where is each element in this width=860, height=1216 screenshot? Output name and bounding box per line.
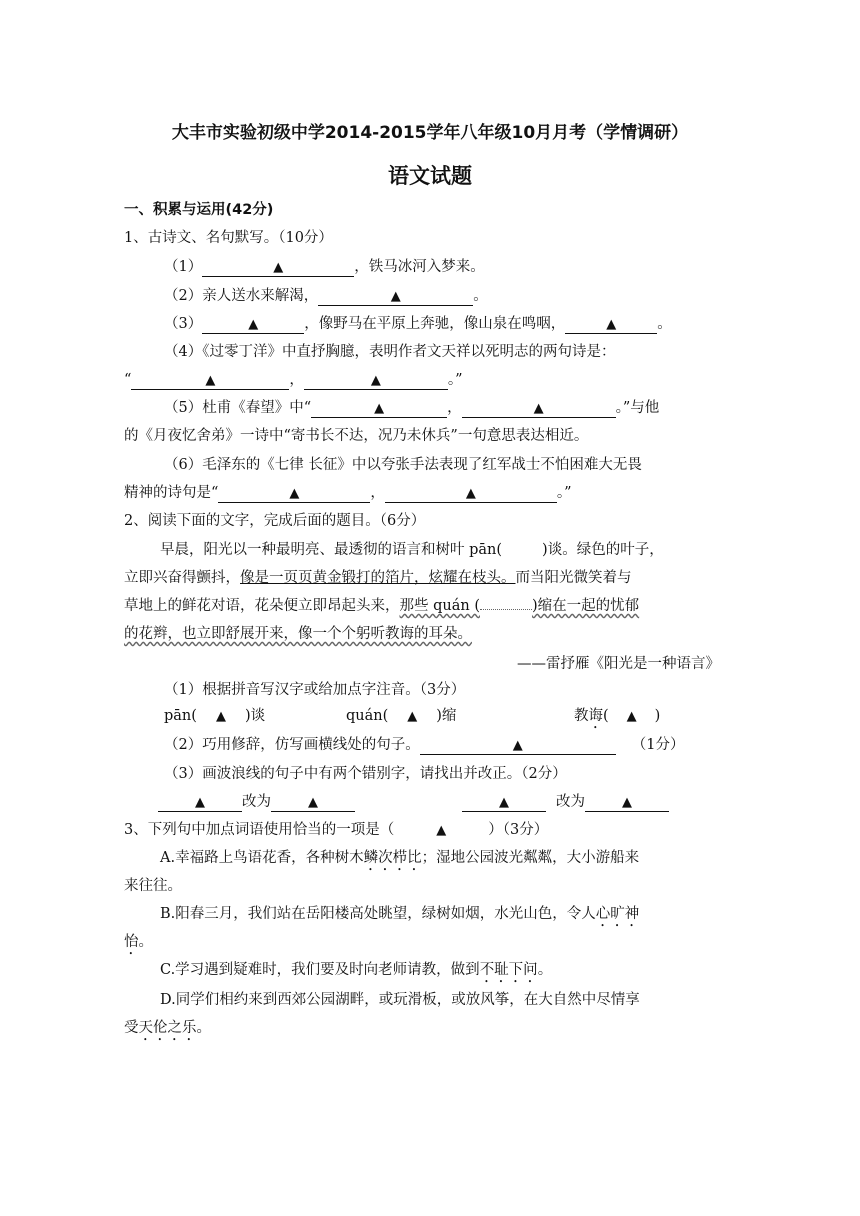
answer-blank[interactable]: ▲ [202, 315, 304, 334]
q1-line-6: （6）毛泽东的《七律 长征》中以夸张手法表现了红军战士不怕困难大无畏 [164, 457, 642, 473]
answer-paren[interactable]: ▲ [436, 823, 447, 838]
passage-line-4 [124, 624, 472, 644]
answer-blank[interactable]: ▲ [318, 287, 473, 306]
answer-blank[interactable]: ▲ [304, 371, 448, 390]
q1-line-4b: “ ▲ ， ▲ 。” [124, 372, 463, 388]
q2-sub-1-items: pān( ▲ )谈 [164, 706, 265, 727]
q2-sub-3-answers-b: ▲ 改为 ▲ [462, 792, 669, 812]
q1-line-4: （4）《过零丁洋》中直抒胸臆，表明作者文天祥以死明志的两句诗是： [164, 344, 616, 360]
underlined-sentence: 像是一页页黄金锻打的箔片，炫耀在枝头。 [240, 570, 516, 586]
option-b-line-1: B.阳春三月，我们站在岳阳楼高处眺望，绿树如烟，水光山色，令人心旷神 [160, 906, 640, 922]
option-a-line-1: A.幸福路上鸟语花香，各种树木鳞次栉比；湿地公园波光粼粼，大小游船来 [160, 850, 640, 866]
q2-sub-1-items-b: quán( ▲ )缩 [346, 706, 456, 727]
answer-blank[interactable]: ▲ [462, 793, 546, 812]
q2-sub-3: （3）画波浪线的句子中有两个错别字，请找出并改正。（2分） [164, 766, 567, 782]
dotted-phrase: 怡 [124, 934, 139, 950]
dotted-phrase: 鳞次栉比 [363, 850, 422, 866]
answer-blank[interactable]: ▲ [218, 484, 370, 503]
option-c-line-1: C.学习遇到疑难时，我们要及时向老师请教，做到不耻下问。 [160, 962, 553, 978]
q2-sub-1: （1）根据拼音写汉字或给加点字注音。（3分） [164, 682, 466, 698]
answer-paren[interactable]: ▲ [407, 709, 418, 724]
option-d-line-1: D.同学们相约来到西郊公园湖畔，或玩滑板，或放风筝，在大自然中尽情享 [160, 992, 640, 1008]
answer-paren[interactable]: ▲ [626, 709, 637, 724]
q1-line-6b: 精神的诗句是“ ▲ ， ▲ 。” [124, 485, 572, 501]
answer-blank[interactable]: ▲ [158, 793, 242, 812]
passage-line-1: 早晨，阳光以一种最明亮、最透彻的语言和树叶 pān( )谈。绿色的叶子， [160, 542, 664, 558]
q1-line-3: （3） ▲ ，像野马在平原上奔驰，像山泉在鸣咽， ▲ 。 [164, 316, 672, 332]
q1-line-5: （5）杜甫《春望》中“ ▲ ， ▲ 。”与他 [164, 400, 660, 416]
q2-sub-3-answers-a: ▲ 改为 ▲ [158, 792, 355, 812]
q2-sub-2: （2）巧用修辞，仿写画横线处的句子。 ▲ （1分） [164, 737, 685, 753]
option-b-line-2: 怡。 [124, 934, 153, 950]
dotted-phrase: 天伦之乐 [138, 1020, 197, 1036]
dotted-phrase: 不耻下问 [479, 962, 538, 978]
dotted-phrase: 心旷神 [595, 906, 640, 922]
q2-sub-1-items-c: 教诲( ▲ ) [574, 706, 660, 732]
option-a-line-2: 来往往。 [124, 878, 182, 894]
answer-blank[interactable]: ▲ [420, 736, 616, 755]
passage-line-3: 草地上的鲜花对语，花朵便立即昂起头来，那些 quán ( )缩在一起的忧郁 [124, 598, 640, 614]
wavy-sentence: 那些 quán ( )缩在一起的忧郁 [399, 598, 640, 614]
pinyin-blank[interactable] [480, 609, 532, 610]
answer-blank[interactable]: ▲ [385, 484, 557, 503]
question-3-heading: 3、下列句中加点词语使用恰当的一项是（ ▲ ）（3分） [124, 820, 548, 841]
passage-source: ——雷抒雁《阳光是一种语言》 [517, 656, 720, 672]
answer-paren[interactable]: ▲ [215, 709, 226, 724]
answer-blank[interactable]: ▲ [311, 399, 447, 418]
question-2-heading: 2、阅读下面的文字，完成后面的题目。（6分） [124, 513, 426, 529]
dotted-char: 诲 [588, 708, 603, 724]
answer-blank[interactable]: ▲ [271, 793, 355, 812]
passage-line-2: 立即兴奋得颤抖，像是一页页黄金锻打的箔片，炫耀在枝头。而当阳光微笑着与 [124, 570, 632, 586]
answer-blank[interactable]: ▲ [131, 371, 289, 390]
q1-line-5b: 的《月夜忆舍弟》一诗中“寄书长不达，况乃未休兵”一句意思表达相近。 [124, 428, 589, 444]
answer-blank[interactable]: ▲ [462, 399, 616, 418]
answer-blank[interactable]: ▲ [202, 258, 354, 277]
section-heading: 一、积累与运用(42分) [124, 202, 274, 218]
option-d-line-2: 受天伦之乐。 [124, 1020, 211, 1036]
answer-blank[interactable]: ▲ [585, 793, 669, 812]
q1-line-2: （2）亲人送水来解渴， ▲ 。 [164, 288, 488, 304]
exam-title: 大丰市实验初级中学2014-2015学年八年级10月月考（学情调研） [171, 123, 689, 143]
exam-subtitle: 语文试题 [388, 164, 472, 188]
q1-line-1: （1） ▲ ，铁马冰河入梦来。 [164, 259, 485, 275]
wavy-sentence: 的花辫，也立即舒展开来，像一个个躬听教诲的耳朵。 [124, 626, 472, 642]
answer-blank[interactable]: ▲ [565, 315, 657, 334]
question-1-heading: 1、古诗文、名句默写。（10分） [124, 230, 333, 246]
